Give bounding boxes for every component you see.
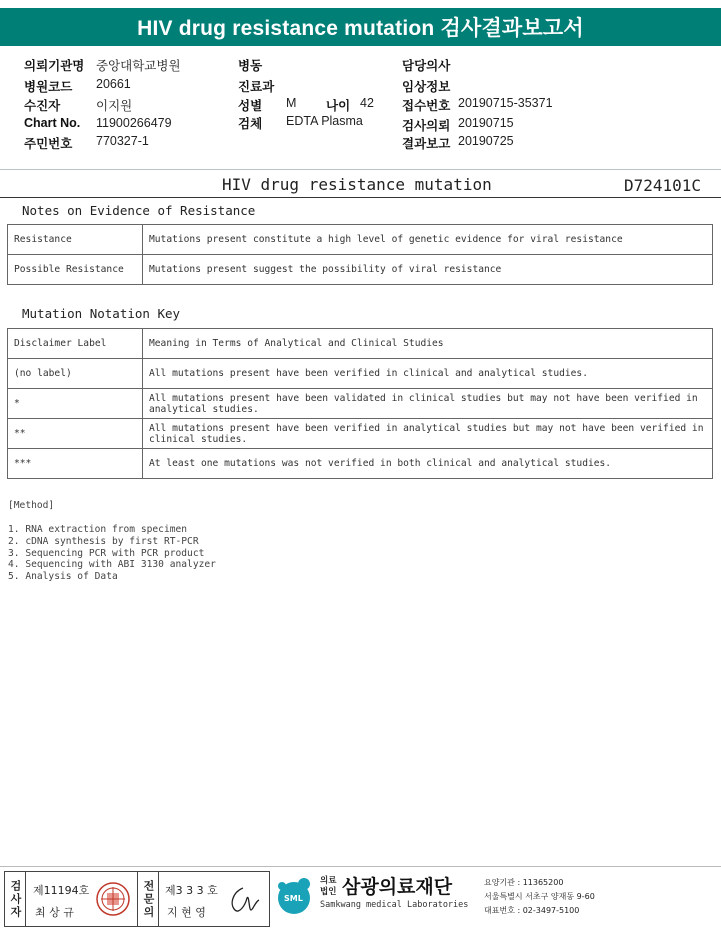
org-address: 서울특별시 서초구 양재동 9-60 xyxy=(484,892,595,901)
specimen-label: 검체 xyxy=(238,117,263,131)
notation-heading: Mutation Notation Key xyxy=(22,306,181,321)
sex-value: M xyxy=(286,96,297,110)
institution-label: 의뢰기관명 xyxy=(24,59,85,73)
section-title: HIV drug resistance mutation xyxy=(222,175,492,194)
method-step: 1. RNA extraction from specimen xyxy=(8,524,188,535)
hospital-code-value: 20661 xyxy=(96,77,131,91)
table-row xyxy=(8,449,713,479)
org-name: 삼광의료재단 xyxy=(342,876,453,898)
examiner-seal-icon xyxy=(95,881,131,917)
id-no-label: 주민번호 xyxy=(24,137,73,151)
receiver-value: 이지원 xyxy=(96,99,133,113)
table-row xyxy=(8,329,713,359)
notation-text-cell: All mutations present have been verified in analytical studies but may not have been verified in clinical studies. xyxy=(143,419,713,449)
receiver-label: 수진자 xyxy=(24,99,61,113)
dept-label: 진료과 xyxy=(238,80,275,94)
notation-label-cell: * xyxy=(8,389,143,419)
evidence-heading: Notes on Evidence of Resistance xyxy=(22,203,256,218)
reviewer-number: 제3 3 3 호 xyxy=(165,884,218,897)
clinical-info-label: 임상정보 xyxy=(402,80,451,94)
patient-info xyxy=(0,0,721,160)
examiner-number: 제11194호 xyxy=(33,884,90,897)
examiner-label: 검사자 xyxy=(5,872,26,926)
chart-no-label: Chart No. xyxy=(24,116,81,130)
request-date-label: 검사의뢰 xyxy=(402,119,451,133)
org-name-en: Samkwang medical Laboratories xyxy=(320,900,469,910)
notation-label-cell: ** xyxy=(8,419,143,449)
divider-footer xyxy=(0,866,721,867)
method-step: 5. Analysis of Data xyxy=(8,571,118,582)
care-org-number: 요양기관 : 11365200 xyxy=(484,878,564,887)
notation-label-cell: *** xyxy=(8,449,143,479)
notation-label-cell: (no label) xyxy=(8,359,143,389)
examiner-name: 최 상 규 xyxy=(35,906,74,919)
evidence-text-cell: Mutations present constitute a high level of genetic evidence for viral resistance xyxy=(143,225,713,255)
org-phone: 대표번호 : 02-3497-5100 xyxy=(484,906,580,915)
reviewer-name: 지 현 영 xyxy=(167,906,206,919)
request-date-value: 20190715 xyxy=(458,116,514,130)
divider-top xyxy=(0,169,721,170)
signature-box xyxy=(4,871,270,927)
age-value: 42 xyxy=(360,96,374,110)
org-prefix-top: 의료 xyxy=(320,876,337,886)
specimen-value: EDTA Plasma xyxy=(286,114,363,128)
institution-value: 중앙대학교병원 xyxy=(96,59,181,73)
report-title: HIV drug resistance mutation 검사결과보고서 xyxy=(0,8,721,46)
table-row xyxy=(8,225,713,255)
notation-text-cell: Meaning in Terms of Analytical and Clinical Studies xyxy=(143,329,713,359)
reviewer-signature-icon xyxy=(223,880,263,920)
method-step: 4. Sequencing with ABI 3130 analyzer xyxy=(8,559,216,570)
reviewer-label: 전문의 xyxy=(137,872,159,926)
table-row xyxy=(8,359,713,389)
id-no-value: 770327-1 xyxy=(96,134,149,148)
section-code: D724101C xyxy=(624,176,702,195)
logo-badge-text: SML xyxy=(284,894,303,903)
evidence-label-cell: Resistance xyxy=(8,225,143,255)
sex-label: 성별 xyxy=(238,99,263,113)
chart-no-value: 11900266479 xyxy=(96,116,172,130)
notation-text-cell: All mutations present have been validated in clinical studies but may not have been verified in analytical studies. xyxy=(143,389,713,419)
table-row xyxy=(8,255,713,285)
table-row xyxy=(8,419,713,449)
notation-table xyxy=(7,328,713,479)
notation-text-cell: All mutations present have been verified in clinical and analytical studies. xyxy=(143,359,713,389)
table-row xyxy=(8,389,713,419)
age-label: 나이 xyxy=(326,99,351,113)
method-step: 2. cDNA synthesis by first RT-PCR xyxy=(8,536,199,547)
evidence-text-cell: Mutations present suggest the possibility of viral resistance xyxy=(143,255,713,285)
hospital-code-label: 병원코드 xyxy=(24,80,73,94)
receipt-no-value: 20190715-35371 xyxy=(458,96,553,110)
receipt-no-label: 접수번호 xyxy=(402,99,451,113)
ward-label: 병동 xyxy=(238,59,263,73)
evidence-table xyxy=(7,224,713,285)
notation-text-cell: At least one mutations was not verified in both clinical and analytical studies. xyxy=(143,449,713,479)
org-prefix-bottom: 법인 xyxy=(320,887,337,897)
divider-section xyxy=(0,197,721,198)
method-heading: [Method] xyxy=(8,500,55,511)
result-date-value: 20190725 xyxy=(458,134,514,148)
doctor-label: 담당의사 xyxy=(402,59,451,73)
notation-label-cell: Disclaimer Label xyxy=(8,329,143,359)
evidence-label-cell: Possible Resistance xyxy=(8,255,143,285)
result-date-label: 결과보고 xyxy=(402,137,451,151)
method-step: 3. Sequencing PCR with PCR product xyxy=(8,548,205,559)
footer xyxy=(0,868,721,930)
